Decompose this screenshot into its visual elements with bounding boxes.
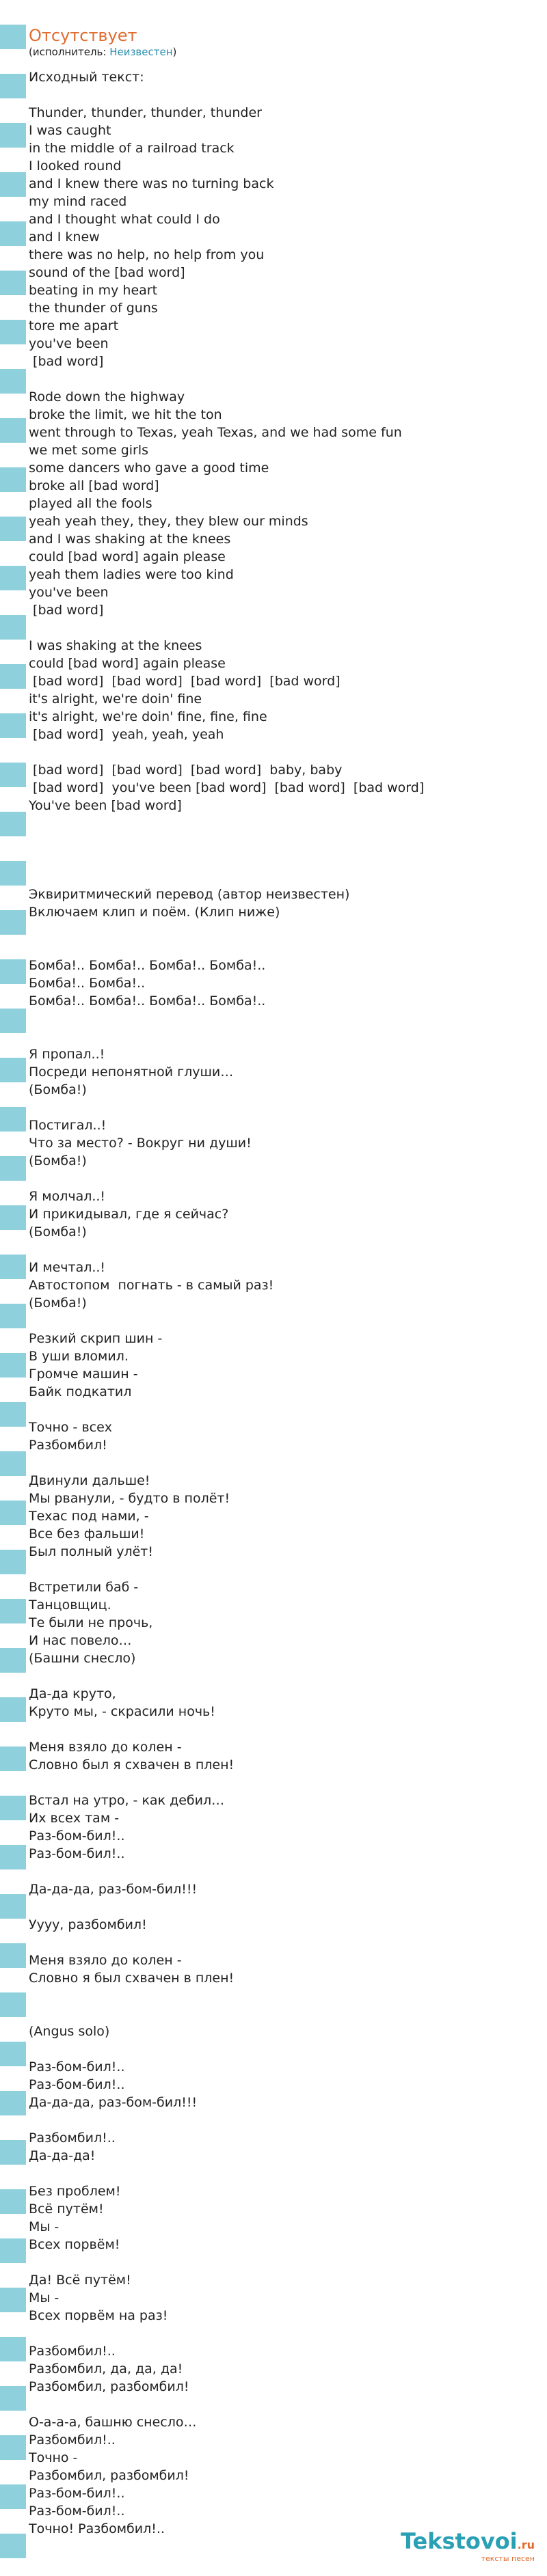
song-title: Отсутствует <box>29 26 137 45</box>
lyrics-text: Исходный текст: Thunder, thunder, thunder, thunder I was caught in the middle of a railroad track I looked round and I knew there was no turning back my mind raced and I thought what could I do and I knew there was no help, no help from you sound of the [bad word] beating in my heart the thunder of guns tore me apart you've been [bad word] Rode down the highway broke the limit, we hit the ton went through to Texas, yeah Texas, and we had some fun we met some girls some dancers who gave a good time broke all [bad word] played all the fools yeah yeah they, they, they blew our minds and I was shaking at the knees could [bad word] again please yeah them ladies were too kind you've been [bad word] I was shaking at the knees could [bad word] again please [bad word] [bad word] [bad word] [bad word] it's alright, we're doin' fine it's alright, we're doin' fine, fine, fine [bad word] yeah, yeah, yeah [bad word] [bad word] [bad word] baby, baby [bad word] you've been [bad word] [bad word] [bad word] You've been [bad word] Эквиритмический перевод (автор неизвестен) Включаем клип и поём. (Клип ниже) Бомба!.. Бомба!.. Бомба!.. Бомба!.. Бомба!.. Бомба!.. Бомба!.. Бомба!.. Бомба!.. Бомба!.. Я пропал..! Посреди непонятной глуши… (Бомба!) Постигал..! Что за место? - Вокруг ни души! (Бомба!) Я молчал..! И прикидывал, где я сейчас? (Бомба!) И мечтал..! Автостопом погнать - в самый раз! (Бомба!) Резкий скрип шин - В уши вломил. Громче машин - Байк подкатил Точно - всех Разбомбил! Двинули дальше! Мы рванули, - будто в полёт! Техас под нами, - Все без фальши! Был полный улёт! Встретили баб - Танцовщиц. Те были не прочь, И нас повело… (Башни снесло) Да-да круто, Круто мы, - скрасили ночь! Меня взяло до колен - Словно был я схвачен в плен! Встал на утро, - как дебил… Их всех там - Раз-бом-бил!.. Раз-бом-бил!.. Да-да-да, раз-бом-бил!!! Уууу, разбомбил! Меня взяло до колен - Словно я был схвачен в плен! (Angus solo) Раз-бом-бил!.. Раз-бом-бил!.. Да-да-да, раз-бом-бил!!! Разбомбил!.. Да-да-да! Без проблем! Всё путём! Мы - Всех порвём! Да! Всё путём! Мы - Всех порвём на раз! Разбомбил!.. Разбомбил, да, да, да! Разбомбил, разбомбил! О-а-а-а, башню снесло… Разбомбил!.. Точно - Разбомбил, разбомбил! Раз-бом-бил!.. Раз-бом-бил!.. Точно! Разбомбил!.. <box>29 70 425 2536</box>
logo-tld: .ru <box>517 2538 535 2551</box>
site-logo[interactable] <box>401 2530 535 2557</box>
logo-main: Tekstovoi <box>400 2528 518 2554</box>
artist-link[interactable]: Неизвестен <box>109 46 173 58</box>
logo-subtitle: тексты песен <box>481 2554 535 2563</box>
artist-line <box>26 45 547 59</box>
page <box>26 0 547 2576</box>
artist-prefix: (исполнитель: <box>29 46 110 58</box>
artist-suffix: ) <box>172 46 177 58</box>
